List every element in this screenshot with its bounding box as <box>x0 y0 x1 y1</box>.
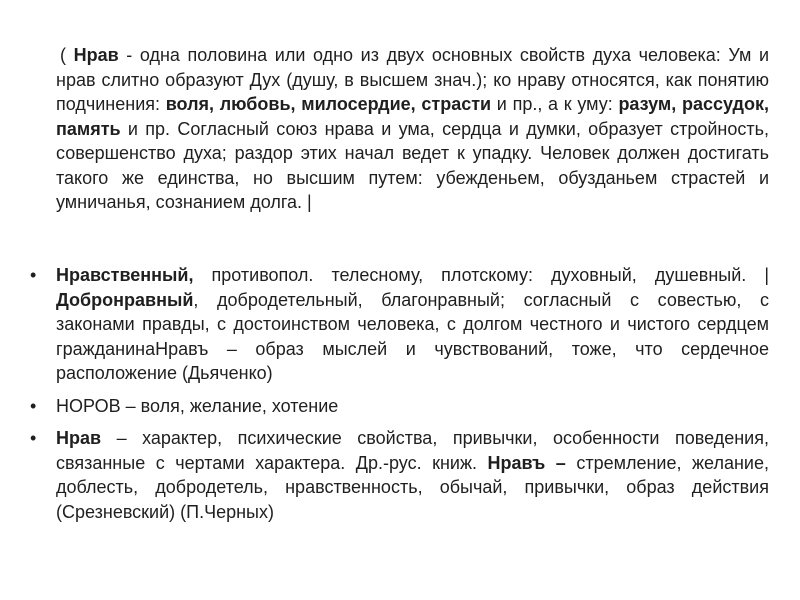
bullet-text: противопол. телесному, плотскому: духовный, душевный. | <box>193 265 769 285</box>
list-item <box>30 263 769 386</box>
bullet-text: – характер, психические свойства, привычки, особенности поведения, связанные с чертами характера. Др.-рус. книж. <box>56 428 769 473</box>
list-item <box>30 394 769 419</box>
paragraph-text-2: и пр., а к уму: <box>491 94 619 114</box>
term-nrav: Нрав <box>56 428 102 448</box>
bullet-marker: • <box>30 395 37 416</box>
term-dobronravny: Добронравный <box>56 289 194 310</box>
bullet-marker: • <box>30 265 37 285</box>
term-nrav-old: Нравъ – <box>487 452 566 473</box>
paragraph-text-3: и пр. Согласный союз нрава и ума, сердца и думки, образует стройность, совершенство духа; раздор этих начал ведет к упадку. Человек должен достигать такого же единства, но высшим путем: убежденьем, обузданьем страстей и умничанья, сознанием долга. | <box>56 118 769 212</box>
bullet-marker: • <box>30 428 37 448</box>
bullet-text: стремление, желание, доблесть, добродетель, нравственность, обычай, привычки, образ действия (Срезневский) (П.Черных) <box>56 452 769 522</box>
open-paren: ( <box>60 45 74 65</box>
bullet-text: НОРОВ – воля, желание, хотение <box>56 395 339 416</box>
paragraph-text-1: - одна половина или одно из двух основных свойств духа человека: Ум и нрав слитно образуют Дух (душу, в высшем знач.); ко нраву относятся, как понятию подчинения: <box>56 45 769 114</box>
intro-paragraph <box>56 43 769 215</box>
bold-list-heart: воля, любовь, милосердие, страсти <box>165 94 492 114</box>
list-item <box>30 426 769 524</box>
term-nravstvenny: Нравственный, <box>56 265 194 285</box>
definition-list <box>30 263 769 532</box>
bullet-text: , добродетельный, благонравный; согласный с совестью, с законами правды, с достоинством человека, с долгом честного и чистого сердцем гражданинаНравъ – образ мыслей и чувствований, тоже, что сердечное расположение (Дьяченко) <box>56 289 769 383</box>
term-nrav: Нрав <box>73 45 119 65</box>
bold-list-mind: разум, рассудок, память <box>56 94 769 139</box>
